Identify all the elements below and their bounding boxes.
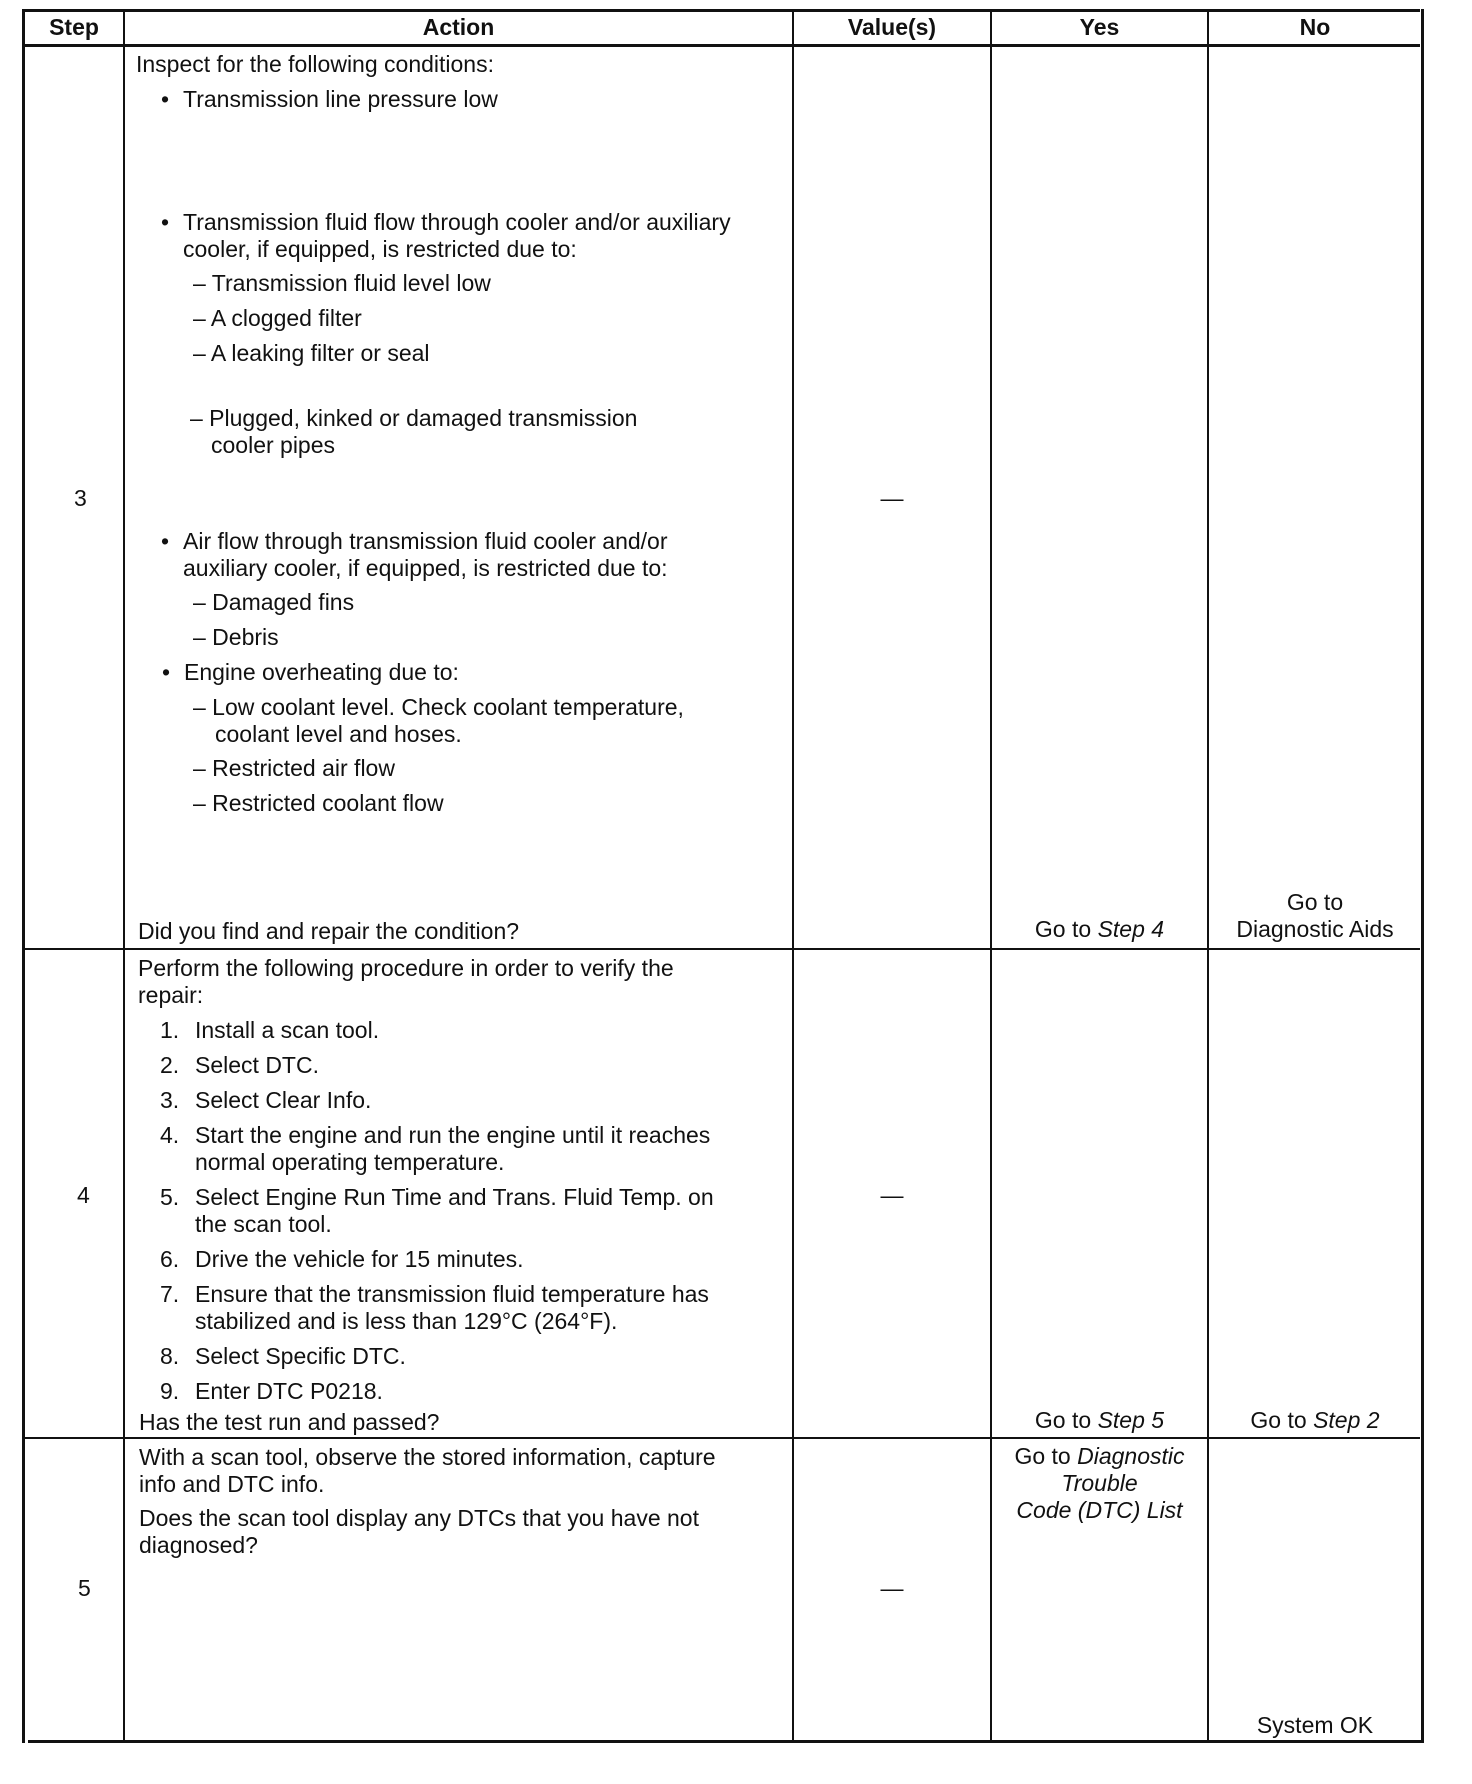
row4-question: Has the test run and passed? — [139, 1409, 440, 1435]
procedure-step-number: 1. — [160, 1017, 180, 1043]
header-yes: Yes — [1079, 14, 1120, 40]
row3-sub-restricted-coolant: – Restricted coolant flow — [193, 790, 444, 816]
row3-sub-restricted-air: – Restricted air flow — [193, 755, 395, 781]
row4-intro-line2: repair: — [138, 982, 204, 1008]
row3-yes-link[interactable]: Step 4 — [1097, 916, 1165, 942]
procedure-step-number: 9. — [160, 1378, 180, 1404]
procedure-step-number: 5. — [160, 1184, 180, 1210]
row3-bullet-3-line2: auxiliary cooler, if equipped, is restricted due to: — [183, 555, 668, 581]
row3-sub-low-coolant-line2: coolant level and hoses. — [215, 721, 462, 747]
header-action: Action — [422, 14, 495, 40]
row4-no-link[interactable]: Step 2 — [1313, 1407, 1380, 1433]
procedure-step-number: 7. — [160, 1281, 180, 1307]
row3-question: Did you find and repair the condition? — [138, 918, 520, 944]
row5-no: System OK — [1256, 1712, 1374, 1738]
row3-value: — — [880, 485, 904, 511]
row3-bottom-border — [25, 948, 1420, 950]
row4-step: 4 — [77, 1182, 90, 1208]
procedure-step-text: Select DTC. — [195, 1052, 319, 1078]
row3-intro: Inspect for the following conditions: — [136, 51, 494, 77]
row3-sub-fluid-low: – Transmission fluid level low — [193, 270, 491, 296]
header-values: Value(s) — [847, 14, 937, 40]
procedure-step-text: Select Specific DTC. — [195, 1343, 406, 1369]
row5-yes-prefix: Go to — [1014, 1443, 1078, 1469]
procedure-step-text: stabilized and is less than 129°C (264°F). — [195, 1308, 618, 1334]
row5-line3: Does the scan tool display any DTCs that you have not — [139, 1505, 699, 1531]
row5-line2: info and DTC info. — [139, 1471, 325, 1497]
procedure-step-text: Select Engine Run Time and Trans. Fluid Temp. on — [195, 1184, 714, 1210]
row4-no-prefix: Go to — [1250, 1407, 1314, 1433]
row3-bullet-2-line2: cooler, if equipped, is restricted due to: — [183, 236, 577, 262]
header-step: Step — [49, 14, 99, 40]
procedure-step-text: Install a scan tool. — [195, 1017, 380, 1043]
col-divider-action — [792, 9, 794, 1743]
row3-sub-leaking-filter: – A leaking filter or seal — [193, 340, 430, 366]
row4-no — [1209, 1407, 1421, 1434]
row3-step: 3 — [74, 485, 87, 511]
row5-line4: diagnosed? — [139, 1532, 258, 1558]
procedure-step-number: 6. — [160, 1246, 180, 1272]
row3-sub-debris: – Debris — [193, 624, 279, 650]
procedure-step-text: Start the engine and run the engine until it reaches — [195, 1122, 711, 1148]
row5-yes-line3[interactable]: Code (DTC) List — [1016, 1497, 1183, 1523]
row3-sub-plugged-line2: cooler pipes — [211, 432, 336, 458]
procedure-step-text: normal operating temperature. — [195, 1149, 505, 1175]
row5-value: — — [880, 1575, 904, 1601]
row4-yes-link[interactable]: Step 5 — [1097, 1407, 1165, 1433]
row3-sub-damaged-fins: – Damaged fins — [193, 589, 355, 615]
row3-bullet-2-line1: • Transmission fluid flow through cooler and/or auxiliary — [183, 209, 731, 236]
table-bottom-border — [28, 1740, 1424, 1743]
row3-yes-prefix: Go to — [1034, 916, 1098, 942]
row3-no-line1: Go to — [1286, 889, 1344, 915]
row5-yes-link[interactable]: Diagnostic — [1077, 1443, 1185, 1469]
row3-bullet-4: • Engine overheating due to: — [184, 659, 459, 686]
col-divider-yes — [1207, 9, 1209, 1743]
row3-no-line2[interactable]: Diagnostic Aids — [1236, 916, 1394, 942]
row3-bullet-1: • Transmission line pressure low — [183, 86, 498, 113]
procedure-step-number: 2. — [160, 1052, 180, 1078]
col-divider-step — [123, 9, 125, 1743]
row4-bottom-border — [25, 1437, 1420, 1439]
procedure-step-text: Drive the vehicle for 15 minutes. — [195, 1246, 524, 1272]
header-no: No — [1299, 14, 1331, 40]
row3-sub-clogged-filter: – A clogged filter — [193, 305, 362, 331]
procedure-step-text: the scan tool. — [195, 1211, 332, 1237]
table-top-border — [22, 9, 1420, 12]
row5-yes-line2[interactable]: Trouble — [1061, 1470, 1138, 1496]
row3-bullet-3-line1: • Air flow through transmission fluid cooler and/or — [183, 528, 668, 555]
table-left-border — [22, 9, 25, 1743]
row5-yes-line1 — [992, 1443, 1207, 1470]
procedure-step-text: Enter DTC P0218. — [195, 1378, 383, 1404]
row4-yes-prefix: Go to — [1034, 1407, 1098, 1433]
row4-value: — — [880, 1182, 904, 1208]
header-bottom-border — [22, 44, 1420, 47]
row4-yes — [992, 1407, 1207, 1434]
procedure-step-number: 3. — [160, 1087, 180, 1113]
procedure-step-number: 8. — [160, 1343, 180, 1369]
table-right-border — [1421, 9, 1424, 1743]
procedure-step-number: 4. — [160, 1122, 180, 1148]
row3-yes — [992, 916, 1207, 943]
procedure-step-text: Ensure that the transmission fluid temperature has — [195, 1281, 709, 1307]
row3-sub-plugged-line1: – Plugged, kinked or damaged transmission — [190, 405, 638, 431]
procedure-step-text: Select Clear Info. — [195, 1087, 372, 1113]
row4-intro-line1: Perform the following procedure in order to verify the — [138, 955, 674, 981]
row3-sub-low-coolant-line1: – Low coolant level. Check coolant temperature, — [193, 694, 684, 720]
row5-line1: With a scan tool, observe the stored information, capture — [139, 1444, 716, 1470]
row5-step: 5 — [78, 1575, 91, 1601]
